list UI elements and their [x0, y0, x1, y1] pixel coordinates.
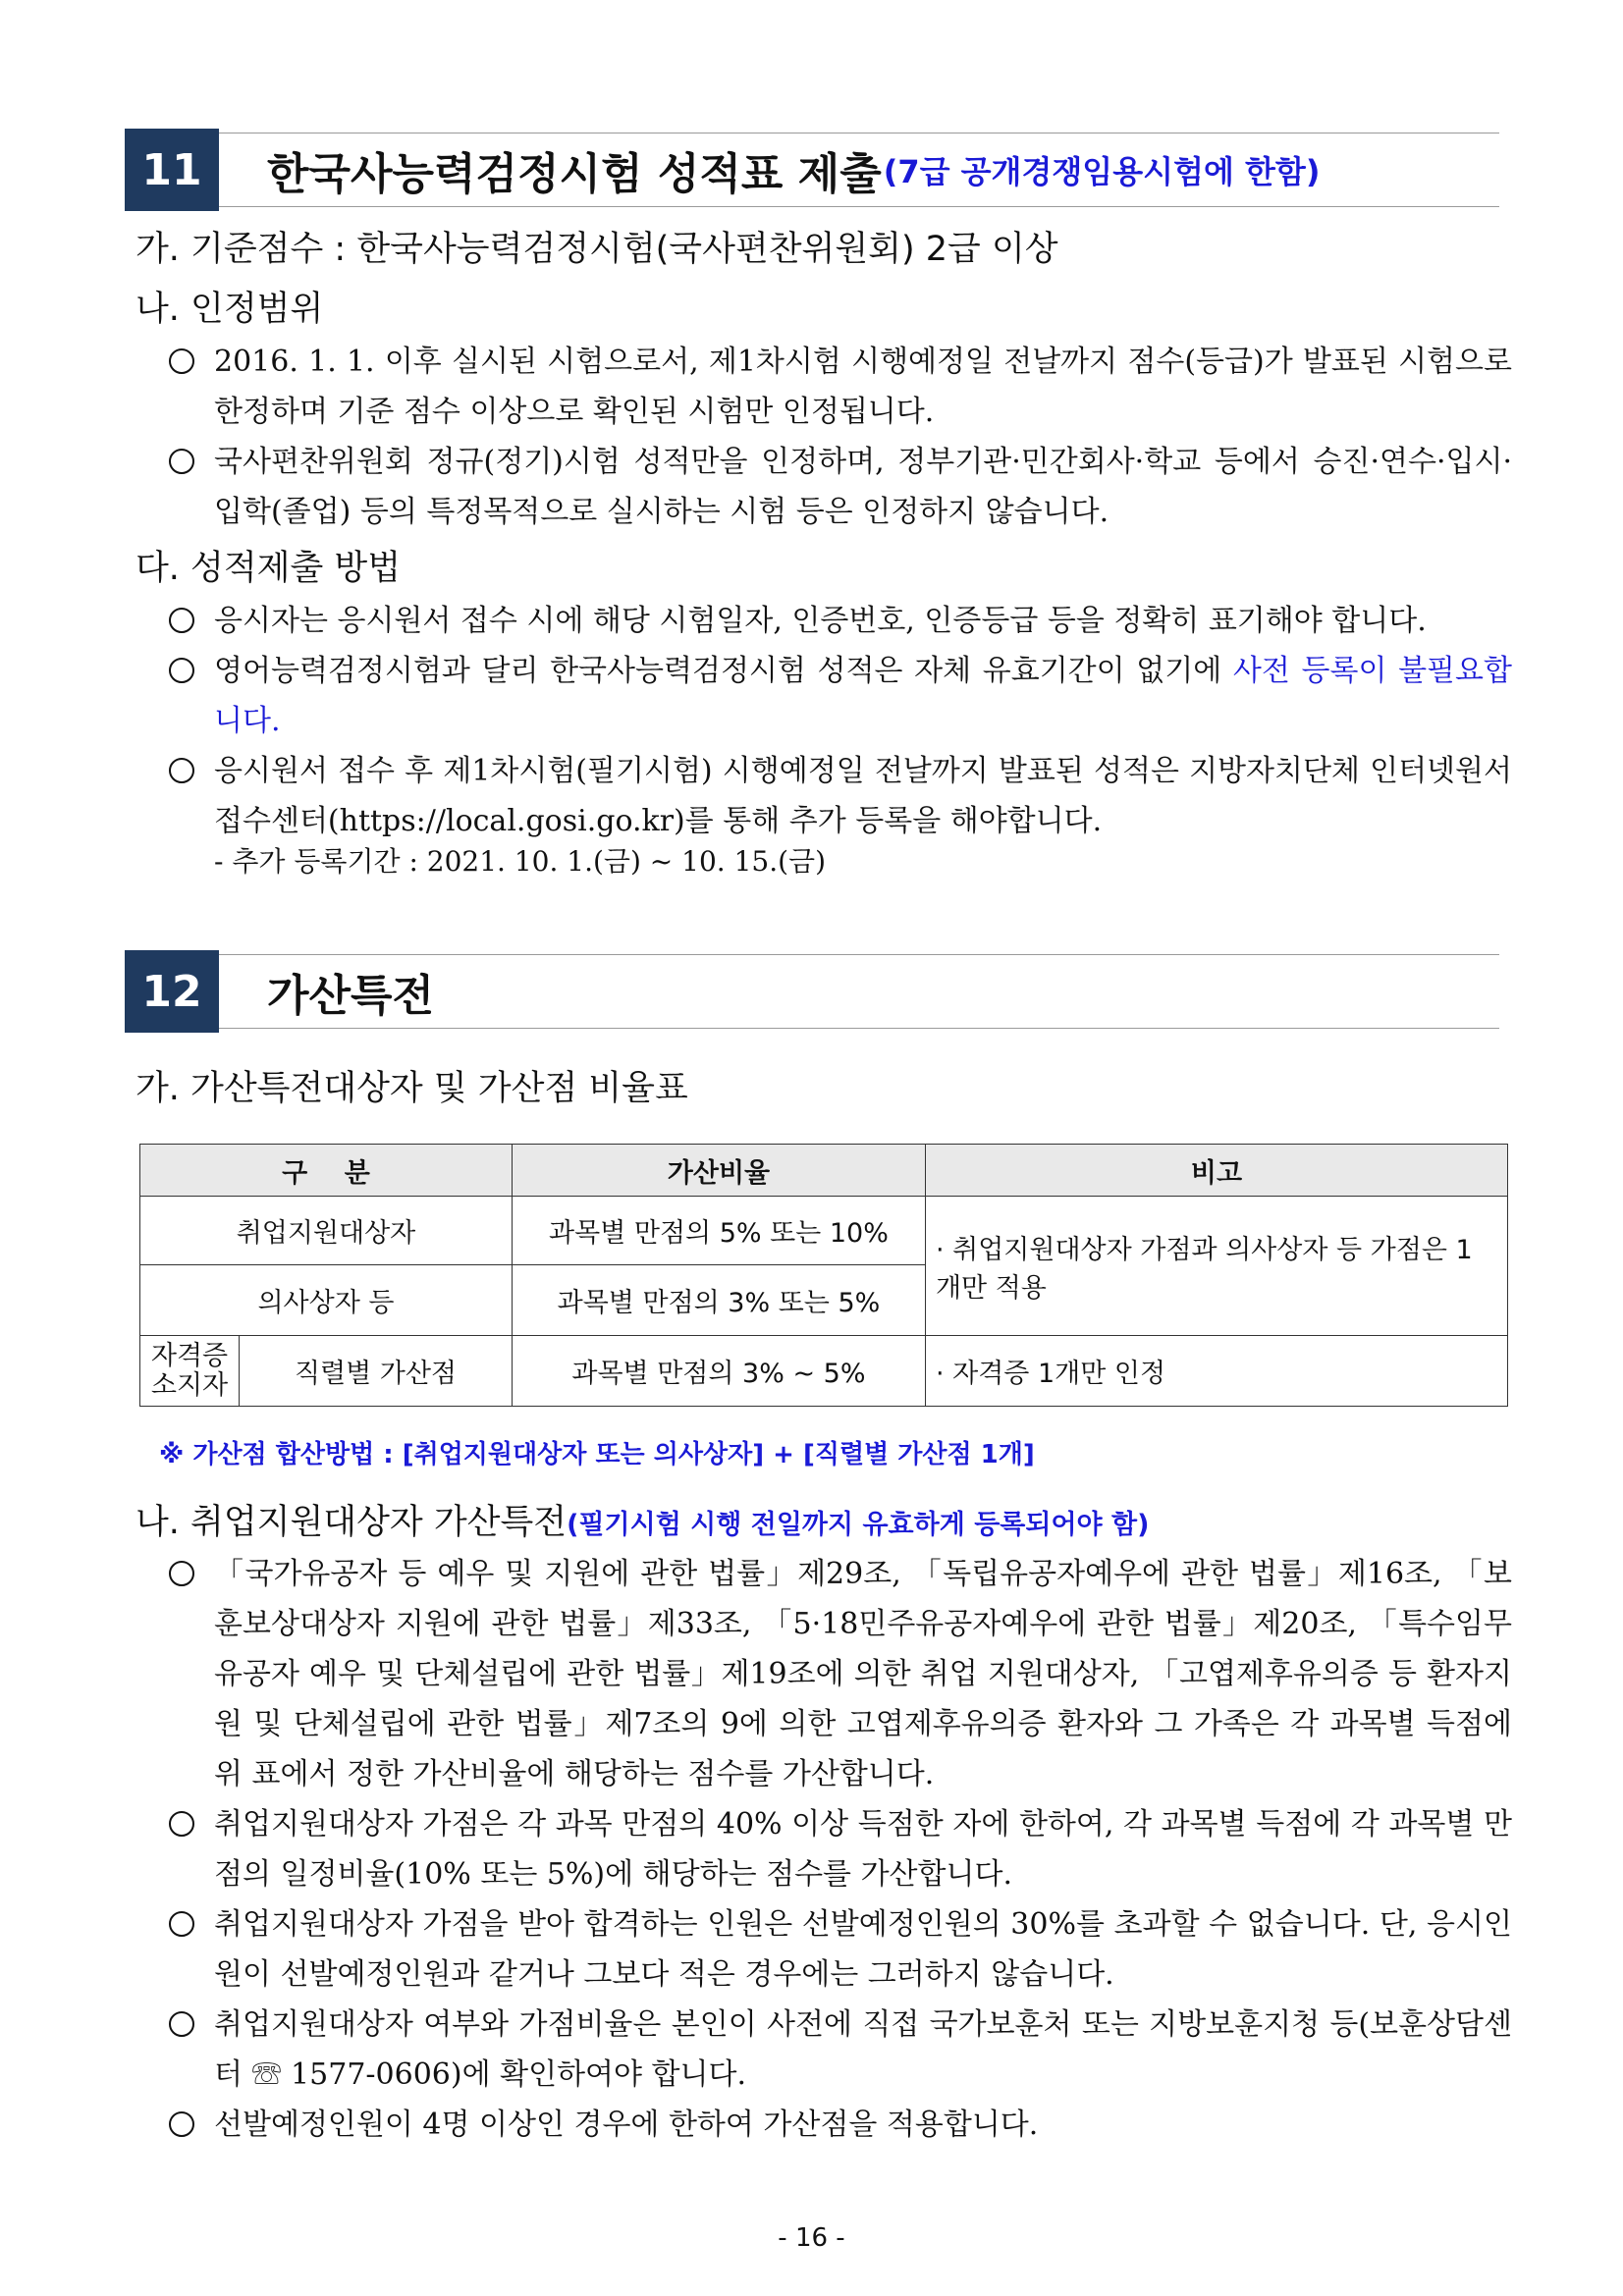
bullet-circle — [169, 1911, 194, 1937]
bullet-circle — [169, 1811, 194, 1837]
bullet-circle — [169, 658, 194, 683]
registration-period: - 추가 등록기간 : 2021. 10. 1.(금) ~ 10. 15.(금) — [214, 845, 827, 878]
subheading-text: 나. 취업지원대상자 가산특전 — [135, 1503, 568, 1542]
section-title — [267, 129, 1320, 211]
method-bullet-3: 응시원서 접수 후 제1차시험(필기시험) 시행예정일 전날까지 발표된 성적은 지방자치단체 인터넷원서접수센터(https://local.gosi.go.kr)를 통해 추가 등록을 해야합니다. — [214, 754, 1512, 838]
section-title-note: (7급 공개경쟁임용시험에 한함) — [883, 153, 1321, 190]
table-cell: 직렬별 가산점 — [240, 1336, 513, 1407]
section-number: 12 — [125, 950, 219, 1033]
table-cell: 과목별 만점의 3% ~ 5% — [512, 1336, 925, 1407]
table-cell-group: 자격증 소지자 — [140, 1336, 240, 1407]
section-title — [267, 950, 434, 1033]
table-header-row — [140, 1145, 1508, 1197]
veteran-bullet-5: 선발예정인원이 4명 이상인 경우에 한하여 가산점을 적용합니다. — [214, 2108, 1039, 2142]
section-number: 11 — [125, 129, 219, 211]
subheading-scope: 나. 인정범위 — [135, 290, 324, 329]
scope-bullet-2: 국사편찬위원회 정규(정기)시험 성적만을 인정하며, 정부기관·민간회사·학교 등에서 승진·연수·입시·입학(졸업) 등의 특정목적으로 실시하는 시험 등은 인정하지 않습니다. — [214, 445, 1512, 529]
subheading-note: (필기시험 시행 전일까지 유효하게 등록되어야 함) — [567, 1510, 1150, 1540]
table-cell: 과목별 만점의 3% 또는 5% — [512, 1265, 925, 1336]
table-row — [140, 1336, 1508, 1407]
veteran-bullet-2: 취업지원대상자 가점은 각 과목 만점의 40% 이상 득점한 자에 한하여, 각 과목별 득점에 각 과목별 만점의 일정비율(10% 또는 5%)에 해당하는 점수를 가산합니다. — [214, 1807, 1512, 1892]
bullet-circle — [169, 758, 194, 783]
bullet-circle — [169, 2111, 194, 2137]
bullet-circle — [169, 2011, 194, 2037]
bullet-circle — [169, 449, 194, 474]
section-title-text: 한국사능력검정시험 성적표 제출 — [267, 149, 882, 199]
veteran-bullet-3: 취업지원대상자 가점을 받아 합격하는 인원은 선발예정인원의 30%를 초과할 수 없습니다. 단, 응시인원이 선발예정인원과 같거나 그보다 적은 경우에는 그러하지 않습니다. — [214, 1907, 1512, 1992]
table-header: 비고 — [925, 1145, 1507, 1197]
table-cell: 의사상자 등 — [140, 1265, 513, 1336]
section-12-header — [125, 950, 1499, 1033]
subheading-veteran-bonus — [135, 1495, 1149, 1544]
subheading-rate-table: 가. 가산특전대상자 및 가산점 비율표 — [135, 1069, 688, 1108]
table-header: 구 분 — [140, 1145, 513, 1197]
veteran-bullet-4: 취업지원대상자 여부와 가점비율은 본인이 사전에 직접 국가보훈처 또는 지방보훈지청 등(보훈상담센터 ☏ 1577-0606)에 확인하여야 합니다. — [214, 2007, 1512, 2092]
veteran-bullet-1: 「국가유공자 등 예우 및 지원에 관한 법률」제29조, 「독립유공자예우에 관한 법률」제16조, 「보훈보상대상자 지원에 관한 법률」제33조, 「5·18민주유공자예우에 관한 법률」제20조, 「특수임무유공자 예우 및 단체설립에 관한 법률」제19조에 의한 취업 지원대상자, 「고엽제후유의증 등 환자지원 및 단체설립에 관한 법률」제7조의 9에 의한 고엽제후유의증 환자와 그 가족은 각 과목별 득점에 위 표에서 정한 가산비율에 해당하는 점수를 가산합니다. — [214, 1557, 1512, 1791]
table-cell-note: · 자격증 1개만 인정 — [925, 1336, 1507, 1407]
method-bullet-2-highlight: 사전 등록이 불필요합니다. — [214, 654, 1512, 738]
table-footnote: ※ 가산점 합산방법 : [취업지원대상자 또는 의사상자] + [직렬별 가산점 1개] — [159, 1440, 1035, 1469]
table-header: 가산비율 — [512, 1145, 925, 1197]
table-cell: 과목별 만점의 5% 또는 10% — [512, 1197, 925, 1265]
section-title-text: 가산특전 — [267, 971, 435, 1021]
table-cell: 취업지원대상자 — [140, 1197, 513, 1265]
bullet-circle — [169, 348, 194, 374]
page-number: - 16 - — [778, 2223, 845, 2253]
method-bullet-1: 응시자는 응시원서 접수 시에 해당 시험일자, 인증번호, 인증등급 등을 정확히 표기해야 합니다. — [214, 604, 1427, 638]
bullet-circle — [169, 1561, 194, 1586]
section-11-header — [125, 129, 1499, 211]
table-row — [140, 1197, 1508, 1265]
table-cell-note: · 취업지원대상자 가점과 의사상자 등 가점은 1개만 적용 — [925, 1197, 1507, 1336]
method-bullet-2-text: 영어능력검정시험과 달리 한국사능력검정시험 성적은 자체 유효기간이 없기에 — [214, 654, 1233, 688]
subheading-method: 다. 성적제출 방법 — [135, 549, 402, 588]
bonus-rate-table — [139, 1144, 1508, 1407]
method-bullet-2 — [214, 646, 1512, 746]
subheading-criteria: 가. 기준점수 : 한국사능력검정시험(국사편찬위원회) 2급 이상 — [135, 230, 1058, 269]
scope-bullet-1: 2016. 1. 1. 이후 실시된 시험으로서, 제1차시험 시행예정일 전날까지 점수(등급)가 발표된 시험으로 한정하며 기준 점수 이상으로 확인된 시험만 인정됩니다. — [214, 345, 1512, 429]
bullet-circle — [169, 608, 194, 633]
